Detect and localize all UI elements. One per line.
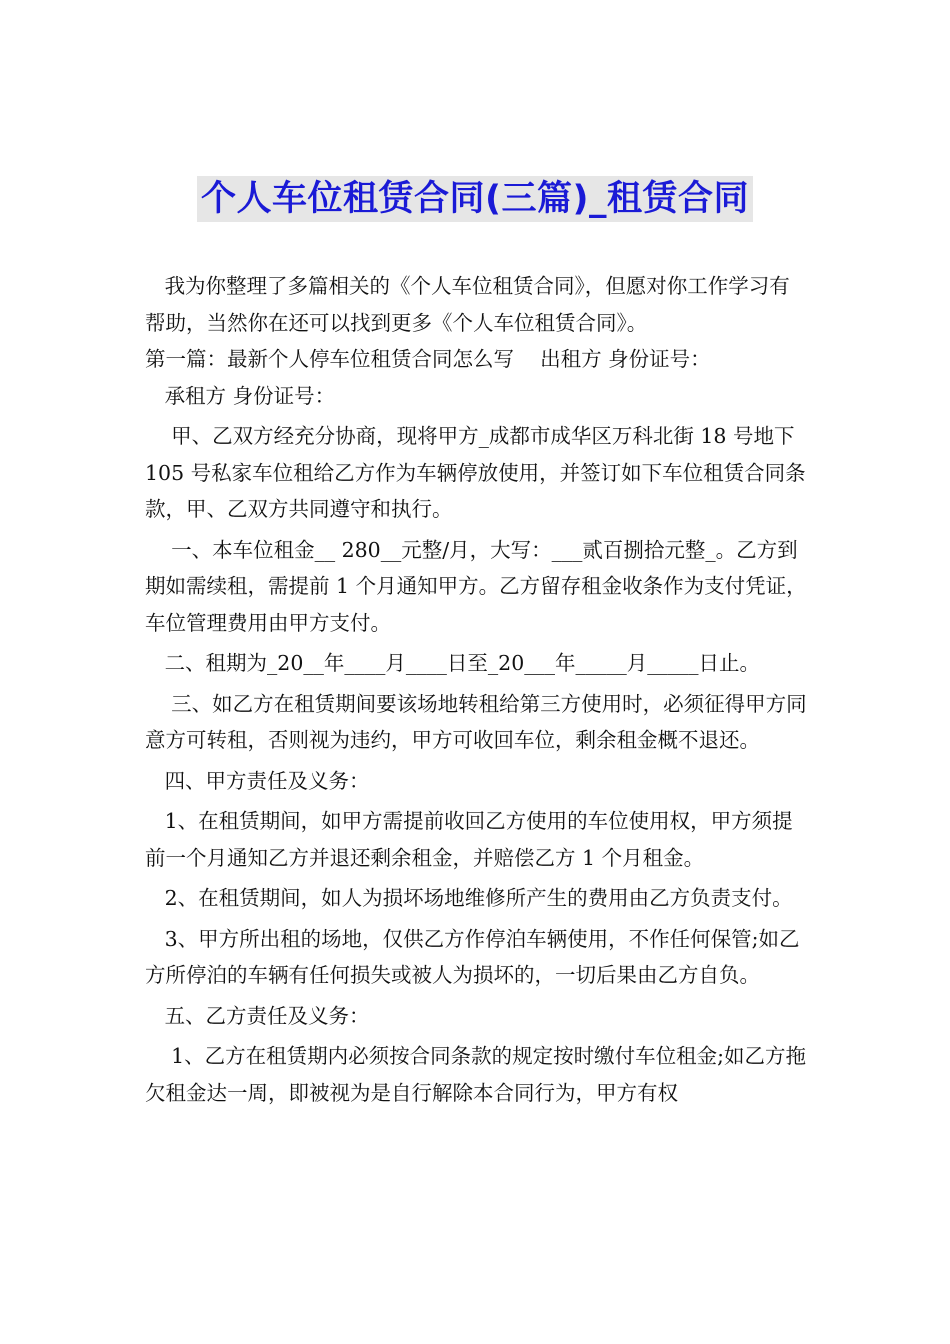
clause-four-item-3: 3、甲方所出租的场地，仅供乙方作停泊车辆使用，不作任何保管;如乙方所停泊的车辆有任何损失或被人为损坏的，一切后果由乙方自负。: [145, 926, 800, 987]
preamble-paragraph: 甲、乙双方经充分协商，现将甲方_成都市成华区万科北街 18 号地下 105 号私家车位租给乙方作为车辆停放使用，并签订如下车位租赁合同条款，甲、乙双方共同遵守和执行。: [145, 424, 806, 521]
clause-two-paragraph: 二、租期为_20__年____月____日至_20___年_____月_____日止。: [145, 651, 760, 675]
lessee-line: 承租方 身份证号：: [145, 383, 336, 408]
clause-five-heading: 五、乙方责任及义务：: [145, 1003, 370, 1028]
title-container: [0, 176, 950, 222]
document-body: [145, 268, 810, 1111]
clause-four-heading: 四、甲方责任及义务：: [145, 768, 370, 793]
intro-paragraph: 我为你整理了多篇相关的《个人车位租赁合同》，但愿对你工作学习有帮助，当然你在还可以找到更多《个人车位租赁合同》。: [145, 274, 790, 335]
document-title: 个人车位租赁合同(三篇)_租赁合同: [197, 176, 753, 222]
clause-four-item-1: 1、在租赁期间，如甲方需提前收回乙方使用的车位使用权，甲方须提前一个月通知乙方并退还剩余租金，并赔偿乙方 1 个月租金。: [145, 809, 793, 870]
section-one-heading: 第一篇：最新个人停车位租赁合同怎么写 出租方 身份证号：: [145, 347, 711, 371]
clause-five-item-1: 1、乙方在租赁期内必须按合同条款的规定按时缴付车位租金;如乙方拖欠租金达一周，即被视为是自行解除本合同行为，甲方有权: [145, 1044, 807, 1105]
clause-three-paragraph: 三、如乙方在租赁期间要该场地转租给第三方使用时，必须征得甲方同意方可转租，否则视为违约，甲方可收回车位，剩余租金概不退还。: [145, 691, 807, 752]
clause-one-paragraph: 一、本车位租金__ 280__元整/月，大写：___贰百捌拾元整_。乙方到期如需续租，需提前 1 个月通知甲方。乙方留存租金收条作为支付凭证，车位管理费用由甲方支付。: [145, 537, 807, 635]
clause-four-item-2: 2、在租赁期间，如人为损坏场地维修所产生的费用由乙方负责支付。: [145, 886, 793, 910]
